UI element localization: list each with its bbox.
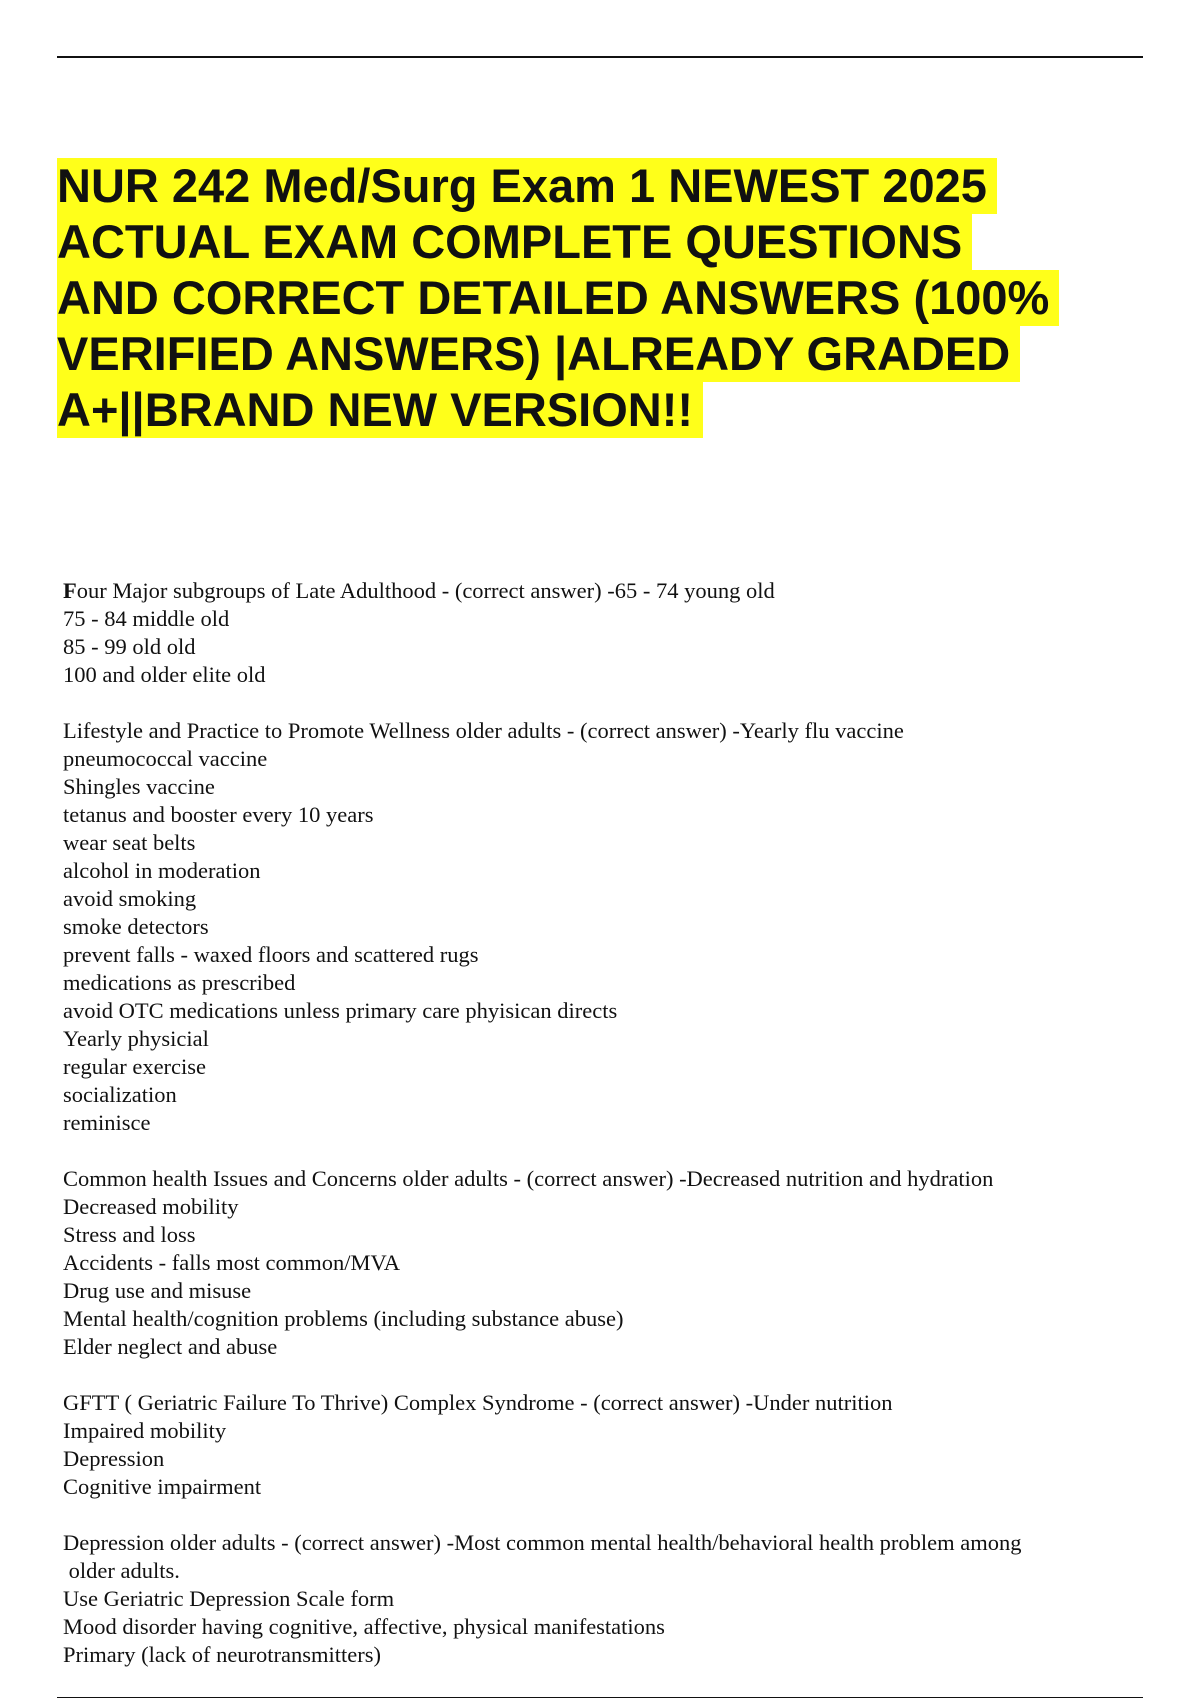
- document-body: [63, 577, 1143, 1697]
- qa-answer-line: Shingles vaccine: [63, 774, 215, 799]
- qa-answer-line: tetanus and booster every 10 years: [63, 802, 374, 827]
- qa-answer-line: Accidents - falls most common/MVA: [63, 1250, 401, 1275]
- qa-answer-line: Depression: [63, 1446, 165, 1471]
- document-title: [57, 158, 1157, 438]
- qa-answer-line: 100 and older elite old: [63, 662, 266, 687]
- qa-answer-line: socialization: [63, 1082, 177, 1107]
- qa-item-depression: [63, 1529, 1143, 1669]
- qa-question-text: our Major subgroups of Late Adulthood - (correct answer) -65 - 74 young old: [76, 578, 775, 603]
- qa-answer-line: Use Geriatric Depression Scale form: [63, 1586, 395, 1611]
- qa-answer-line: Yearly physicial: [63, 1026, 209, 1051]
- qa-answer-line: 85 - 99 old old: [63, 634, 196, 659]
- title-line: VERIFIED ANSWERS) |ALREADY GRADED: [57, 326, 1020, 382]
- title-line: NUR 242 Med/Surg Exam 1 NEWEST 2025: [57, 158, 997, 214]
- title-line: AND CORRECT DETAILED ANSWERS (100%: [57, 270, 1059, 326]
- qa-answer-line: pneumococcal vaccine: [63, 746, 268, 771]
- qa-answer-line: prevent falls - waxed floors and scattered rugs: [63, 942, 479, 967]
- qa-answer-line: wear seat belts: [63, 830, 196, 855]
- qa-item-late-adulthood: [63, 577, 1143, 689]
- qa-answer-line: alcohol in moderation: [63, 858, 261, 883]
- title-line: ACTUAL EXAM COMPLETE QUESTIONS: [57, 214, 972, 270]
- qa-answer-line: avoid OTC medications unless primary care phyisican directs: [63, 998, 618, 1023]
- qa-answer-line: Impaired mobility: [63, 1418, 227, 1443]
- qa-question-line: Depression older adults - (correct answer) -Most common mental health/behavioral health problem among: [63, 1530, 1022, 1555]
- qa-answer-line: regular exercise: [63, 1054, 207, 1079]
- qa-question-line: older adults.: [63, 1558, 180, 1583]
- qa-answer-line: Primary (lack of neurotransmitters): [63, 1642, 382, 1667]
- drop-letter: F: [63, 578, 77, 603]
- qa-question-line: [63, 577, 1143, 605]
- qa-answer-line: Mood disorder having cognitive, affective, physical manifestations: [63, 1614, 665, 1639]
- qa-answer-line: Cognitive impairment: [63, 1474, 262, 1499]
- bottom-rule: [57, 1697, 1143, 1698]
- qa-question-line: Lifestyle and Practice to Promote Wellness older adults - (correct answer) -Yearly flu vaccine: [63, 718, 904, 743]
- qa-answer-line: Drug use and misuse: [63, 1278, 252, 1303]
- qa-answer-line: Stress and loss: [63, 1222, 196, 1247]
- qa-item-gftt: [63, 1389, 1143, 1501]
- qa-item-wellness: [63, 717, 1143, 1137]
- top-rule: [57, 56, 1143, 58]
- qa-answer-line: smoke detectors: [63, 914, 209, 939]
- qa-answer-line: medications as prescribed: [63, 970, 296, 995]
- qa-answer-line: Decreased mobility: [63, 1194, 239, 1219]
- qa-answer-line: Mental health/cognition problems (including substance abuse): [63, 1306, 624, 1331]
- qa-answer-line: Elder neglect and abuse: [63, 1334, 278, 1359]
- qa-answer-line: 75 - 84 middle old: [63, 606, 230, 631]
- qa-answer-line: avoid smoking: [63, 886, 197, 911]
- title-line: A+||BRAND NEW VERSION!!: [57, 382, 703, 438]
- qa-question-line: Common health Issues and Concerns older adults - (correct answer) -Decreased nutrition and hydration: [63, 1166, 994, 1191]
- qa-item-health-issues: [63, 1165, 1143, 1361]
- qa-question-line: GFTT ( Geriatric Failure To Thrive) Complex Syndrome - (correct answer) -Under nutrition: [63, 1390, 893, 1415]
- qa-answer-line: reminisce: [63, 1110, 151, 1135]
